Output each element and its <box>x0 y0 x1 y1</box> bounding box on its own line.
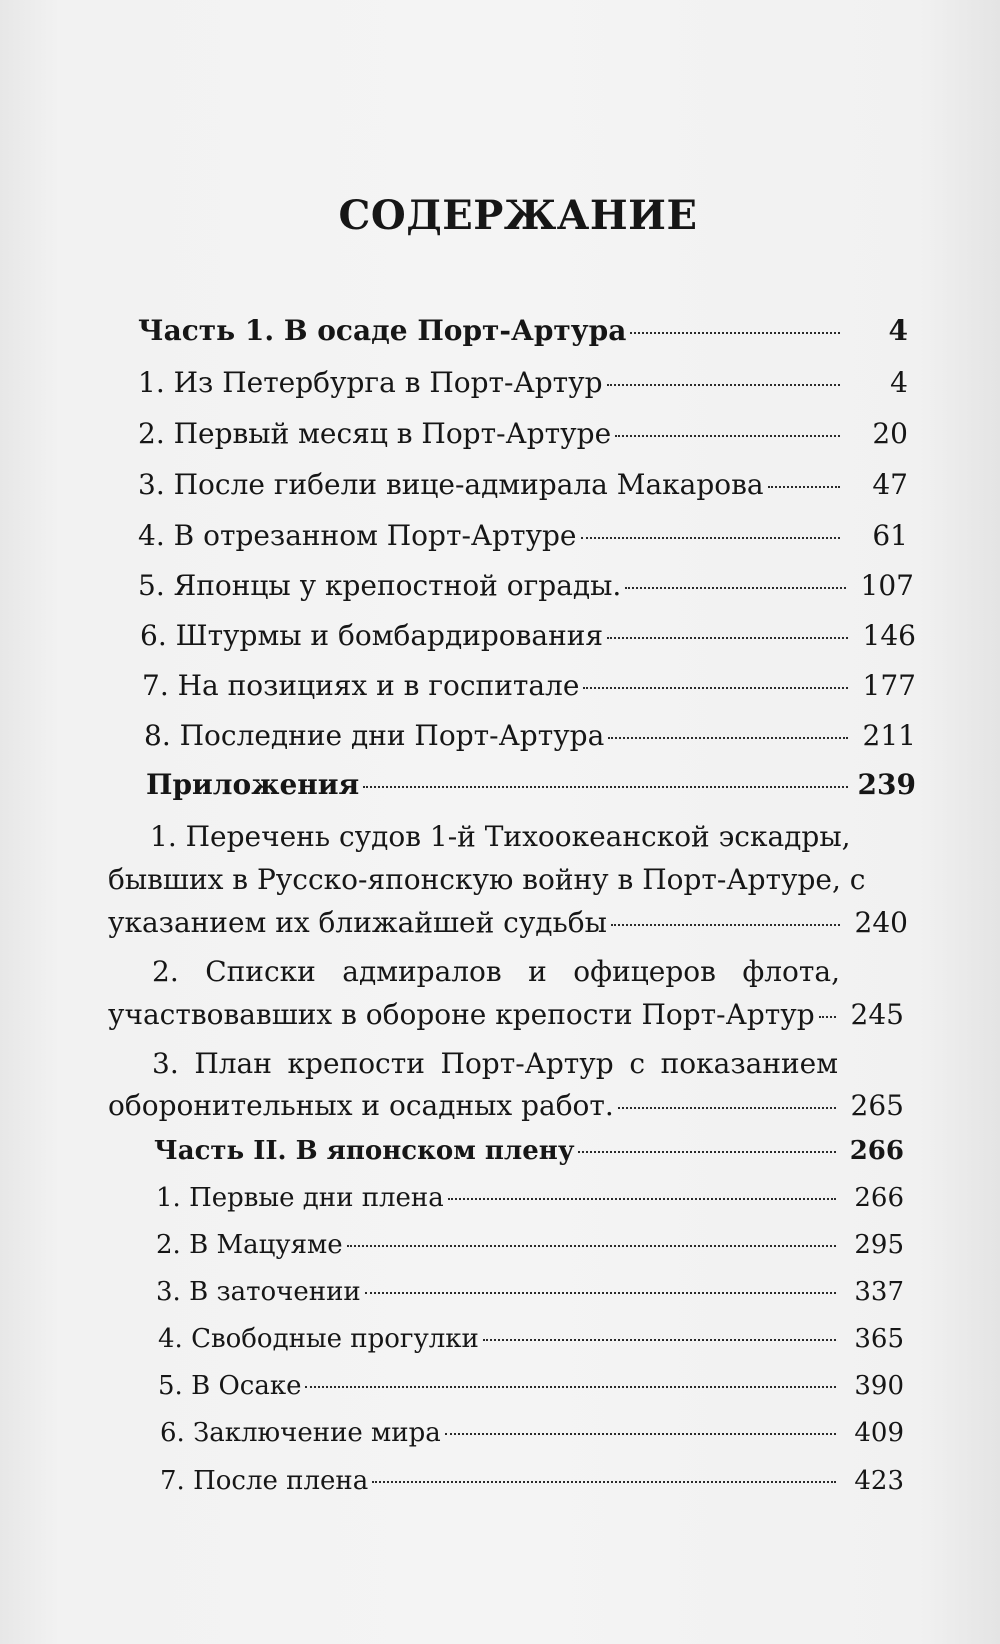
toc-entry-title: 7. На позициях и в госпитале <box>142 669 580 702</box>
toc-appendix-heading <box>146 767 916 803</box>
dot-leader <box>819 1016 836 1018</box>
toc-part-heading <box>138 313 908 349</box>
page-title: СОДЕРЖАНИЕ <box>338 192 698 239</box>
toc-entry-title: 5. В Осаке <box>158 1371 302 1401</box>
toc-page-number: 365 <box>854 1324 904 1354</box>
toc-entry-title: 5. Японцы у крепостной ограды. <box>138 569 622 602</box>
toc-entry-title: указанием их ближайшей судьбы <box>108 906 607 939</box>
toc-page-number: 47 <box>872 468 908 501</box>
toc-entry <box>138 416 908 452</box>
toc-entry <box>138 467 908 503</box>
toc-entry <box>138 518 908 554</box>
toc-page-number: 423 <box>854 1466 904 1496</box>
toc-entry-title: 2. Первый месяц в Порт-Артуре <box>138 417 612 450</box>
dot-leader <box>305 1386 836 1388</box>
toc-page-number: 337 <box>854 1277 904 1307</box>
toc-entry-title: участвовавших в обороне крепости Порт-Артур <box>108 998 815 1031</box>
toc-page-number: 4 <box>890 366 908 399</box>
toc-page-number: 211 <box>862 719 916 752</box>
toc-page-number: 61 <box>872 519 908 552</box>
dot-leader <box>578 1151 836 1153</box>
toc-entry-title: 4. Свободные прогулки <box>158 1324 479 1354</box>
toc-page-number: 390 <box>854 1371 904 1401</box>
toc-page-number: 240 <box>854 906 908 939</box>
appendix-line: 2. Списки адмиралов и офицеров флота, <box>152 955 840 988</box>
toc-entry <box>138 568 914 604</box>
toc-entry <box>158 1368 904 1404</box>
appendix-line: бывших в Русско-японскую войну в Порт-Артуре, с <box>108 863 866 896</box>
toc-entry <box>144 718 916 754</box>
toc-page-number: 4 <box>888 314 908 347</box>
dot-leader <box>448 1198 836 1200</box>
toc-entry-title: 4. В отрезанном Порт-Артуре <box>138 519 577 552</box>
dot-leader <box>583 687 848 689</box>
dot-leader <box>365 1292 836 1294</box>
toc-entry <box>158 1321 904 1357</box>
toc-entry <box>138 365 908 401</box>
toc-page-number: 266 <box>854 1183 904 1213</box>
toc-entry-title: 7. После плена <box>160 1466 369 1496</box>
toc-entry <box>142 668 916 704</box>
toc-page-number: 245 <box>850 998 904 1031</box>
toc-page-number: 295 <box>854 1230 904 1260</box>
dot-leader <box>607 637 848 639</box>
toc-appendix-title: Приложения <box>146 768 360 801</box>
toc-entry <box>156 1274 904 1310</box>
dot-leader <box>630 332 840 334</box>
toc-page-number: 20 <box>872 417 908 450</box>
appendix-line: 3. План крепости Порт-Артур с показанием <box>152 1047 838 1080</box>
toc-entry-title: 1. Первые дни плена <box>156 1183 444 1213</box>
toc-page-number: 107 <box>860 569 914 602</box>
toc-entry <box>108 905 908 941</box>
toc-part-heading <box>154 1133 904 1169</box>
toc-part-title: Часть II. В японском плену <box>154 1136 575 1166</box>
toc-entry <box>156 1180 904 1216</box>
toc-part-title: Часть 1. В осаде Порт-Артура <box>138 314 627 347</box>
toc-entry-title: 3. В заточении <box>156 1277 361 1307</box>
toc-entry-title: 8. Последние дни Порт-Артура <box>144 719 605 752</box>
toc-entry <box>156 1227 904 1263</box>
toc-entry <box>160 1463 904 1499</box>
toc-page-number: 177 <box>862 669 916 702</box>
dot-leader <box>347 1245 836 1247</box>
toc-entry-title: оборонительных и осадных работ. <box>108 1089 614 1122</box>
dot-leader <box>625 587 846 589</box>
dot-leader <box>483 1339 836 1341</box>
dot-leader <box>618 1107 836 1109</box>
dot-leader <box>363 786 848 788</box>
dot-leader <box>615 435 840 437</box>
dot-leader <box>608 737 848 739</box>
dot-leader <box>372 1481 836 1483</box>
toc-entry-title: 3. После гибели вице-адмирала Макарова <box>138 468 764 501</box>
toc-page-number: 146 <box>862 619 916 652</box>
dot-leader <box>445 1433 836 1435</box>
toc-entry <box>140 618 916 654</box>
dot-leader <box>581 537 841 539</box>
toc-page-number: 266 <box>849 1136 904 1166</box>
dot-leader <box>607 384 840 386</box>
toc-entry <box>160 1415 904 1451</box>
toc-entry-title: 1. Из Петербурга в Порт-Артур <box>138 366 603 399</box>
toc-entry <box>108 997 904 1033</box>
toc-page-number: 239 <box>857 768 916 801</box>
toc-entry-title: 6. Штурмы и бомбардирования <box>140 619 604 652</box>
toc-page-number: 265 <box>850 1089 904 1122</box>
dot-leader <box>768 486 840 488</box>
toc-entry-title: 6. Заключение мира <box>160 1418 441 1448</box>
toc-entry-title: 2. В Мацуяме <box>156 1230 343 1260</box>
appendix-line: 1. Перечень судов 1-й Тихоокеанской эскадры, <box>150 820 851 853</box>
toc-page-number: 409 <box>854 1418 904 1448</box>
toc-entry <box>108 1088 904 1124</box>
dot-leader <box>611 924 840 926</box>
